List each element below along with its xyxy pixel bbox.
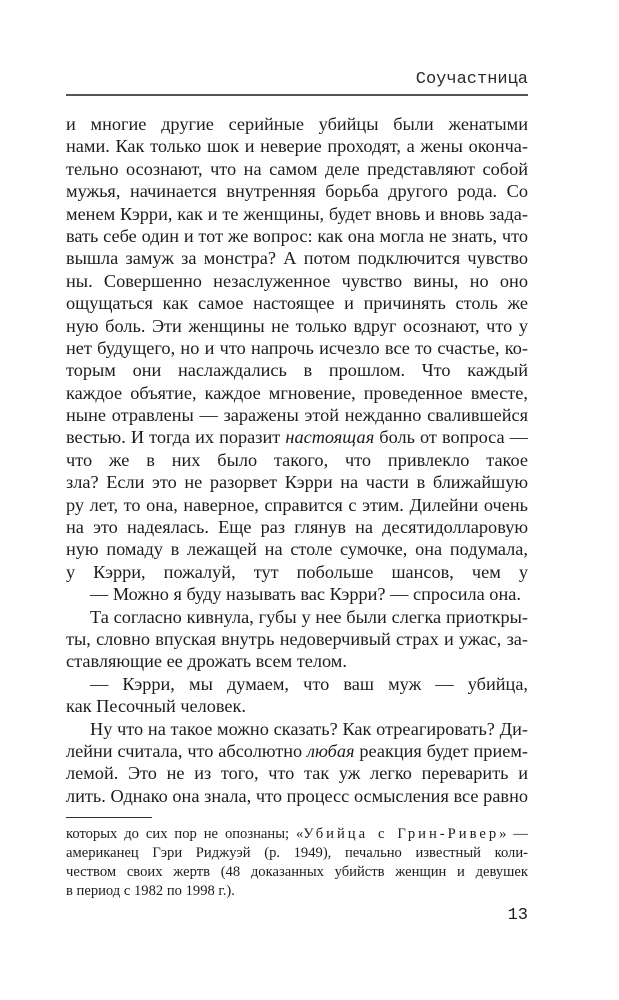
- text-line: ты, словно впуская внутрь недоверчивый страх и ужас, за-: [66, 628, 528, 649]
- footnote-line: чеством своих жертв (48 доказанных убийств женщин и девушек: [66, 864, 528, 880]
- text-line: у Кэрри, пожалуй, тут побольше шансов, чем у: [66, 561, 528, 582]
- text-line: лить. Однако она знала, что процесс осмысления все равно: [66, 785, 528, 806]
- text-line: [66, 426, 528, 448]
- text-line: лемой. Это не из того, что так уж легко переварить и: [66, 763, 528, 784]
- text-line: вышла замуж за монстра? А потом подключится чувство: [66, 248, 528, 269]
- text-line: нами. Как только шок и неверие проходят, а жены оконча-: [66, 136, 528, 157]
- text-line: торым они наслаждались в прошлом. Что каждый: [66, 360, 528, 381]
- footnote: [66, 825, 528, 901]
- text-line: и многие другие серийные убийцы были женатыми: [66, 114, 528, 134]
- text-line: Ну что на такое можно сказать? Как отреагировать? Ди-: [90, 718, 528, 739]
- body-text: [66, 113, 528, 807]
- italic-emphasis: настоящая: [285, 427, 375, 448]
- text-line: ную боль. Эти женщины не только вдруг осознают, что у: [66, 315, 528, 336]
- text-line: ны. Совершенно незаслуженное чувство вины, но оно: [66, 270, 528, 291]
- text-segment: которых до сих пор не опознаны; «: [66, 826, 304, 842]
- text-segment: » —: [499, 826, 528, 842]
- text-line: вать себе один и тот же вопрос: как она могла не знать, что: [66, 225, 528, 246]
- text-line: ру лет, то она, наверное, справится с этим. Дилейни очень: [66, 494, 528, 515]
- text-line: ставляющие ее дрожать всем телом.: [66, 651, 347, 672]
- footnote-line: в период с 1982 по 1998 г.).: [66, 883, 235, 899]
- text-line: нет будущего, но и что напрочь исчезло все то счастье, ко-: [66, 337, 528, 358]
- text-line: как Песочный человек.: [66, 696, 247, 717]
- text-line: — Кэрри, мы думаем, что ваш муж — убийца,: [90, 673, 528, 694]
- text-line: — Можно я буду называть вас Кэрри? — спросила она.: [90, 584, 521, 605]
- text-line: [66, 740, 528, 762]
- text-line: ощущаться как самое настоящее и причинять столь же: [66, 293, 528, 314]
- text-segment: вестью. И тогда их поразит: [66, 427, 286, 448]
- text-segment: лейни считала, что абсолютно: [66, 740, 308, 761]
- text-line: на это надеялась. Еще раз глянув на десятидолларовую: [66, 517, 528, 538]
- spaced-emphasis: Убийца с Грин-Ривер: [303, 826, 500, 842]
- text-line: мужья, начинается внутренняя борьба другого рода. Со: [66, 181, 528, 202]
- text-line: тельно осознают, что на самом деле представляют собой: [66, 158, 528, 179]
- page-number: 13: [507, 906, 528, 925]
- text-line: ную помаду в лежащей на столе сумочке, она подумала,: [66, 539, 528, 560]
- running-header: Соучастница: [415, 70, 528, 89]
- footnote-line: американец Гэри Риджуэй (р. 1949), печально известный коли-: [66, 845, 528, 861]
- text-line: что же в них было такого, что привлекло такое: [66, 449, 528, 470]
- footnote-rule: [66, 817, 152, 818]
- text-line: Та согласно кивнула, губы у нее были слегка приоткры-: [90, 606, 528, 627]
- text-segment: реакция будет прием-: [354, 740, 528, 761]
- italic-emphasis: любая: [307, 740, 355, 761]
- footnote-line: [66, 825, 528, 844]
- text-line: зла? Если это не разорвет Кэрри на части в ближайшую: [66, 472, 528, 493]
- text-line: ныне отравлены — заражены этой нежданно свалившейся: [66, 405, 528, 426]
- text-line: каждое объятие, каждое мгновение, проведенное вместе,: [66, 382, 528, 403]
- header-rule: [66, 94, 528, 96]
- text-segment: боль от вопроса —: [374, 427, 528, 448]
- text-line: менем Кэрри, как и те женщины, будет вновь и вновь зада-: [66, 203, 528, 224]
